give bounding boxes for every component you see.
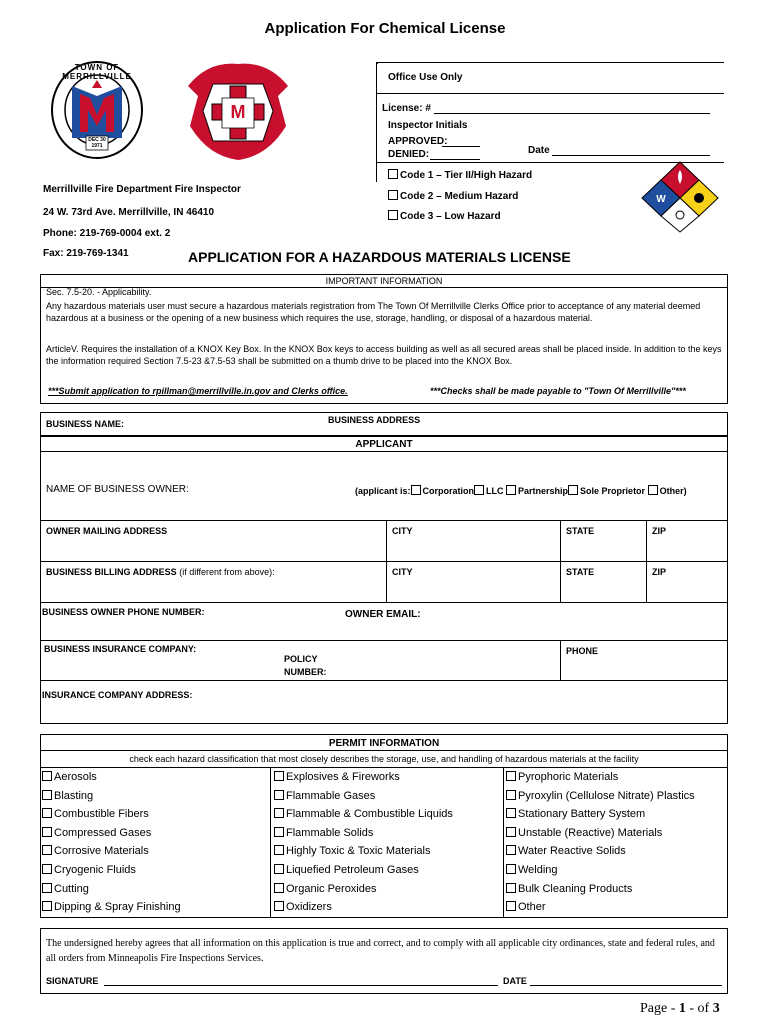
- check-instructions: ***Checks shall be made payable to "Town Of Merrillville"***: [430, 386, 686, 396]
- inspector-address: 24 W. 73rd Ave. Merrillville, IN 46410: [43, 207, 215, 218]
- owner-email-label: OWNER EMAIL:: [345, 609, 421, 620]
- main-heading: APPLICATION FOR A HAZARDOUS MATERIALS LICENSE: [188, 249, 571, 265]
- applicant-type-row: (applicant is: Corporation LLC Partnership Sole Proprietor Other): [355, 486, 687, 496]
- nfpa-diamond-icon: [640, 160, 720, 234]
- permit-item-label: Welding: [518, 864, 558, 876]
- code-1-checkbox[interactable]: [388, 169, 398, 179]
- permit-item[interactable]: [506, 806, 645, 822]
- permit-item-label: Aerosols: [54, 771, 97, 783]
- permit-item[interactable]: [506, 769, 618, 785]
- office-use-heading: Office Use Only: [388, 72, 463, 83]
- permit-item[interactable]: [274, 881, 377, 897]
- permit-checkbox[interactable]: [42, 808, 52, 818]
- permit-checkbox[interactable]: [274, 845, 284, 855]
- permit-item[interactable]: [42, 881, 89, 897]
- permit-item[interactable]: [506, 862, 558, 878]
- permit-item[interactable]: [42, 769, 97, 785]
- owner-name-label: NAME OF BUSINESS OWNER:: [46, 484, 189, 495]
- license-field[interactable]: [434, 113, 710, 114]
- permit-checkbox[interactable]: [274, 771, 284, 781]
- license-label: License: #: [382, 103, 431, 114]
- permit-item-label: Blasting: [54, 789, 94, 802]
- approved-field[interactable]: [442, 146, 480, 147]
- permit-item-label: Combustible Fibers: [54, 808, 149, 821]
- permit-item[interactable]: [506, 881, 632, 897]
- seal-text: TOWN OF MERRILLVILLE: [62, 63, 132, 81]
- insurance-phone-label: PHONE: [566, 646, 599, 656]
- fire-department-badge: [178, 56, 298, 164]
- permit-item[interactable]: [42, 843, 149, 859]
- insurance-address-label: INSURANCE COMPANY ADDRESS:: [42, 690, 193, 700]
- permit-item[interactable]: [42, 862, 136, 878]
- permit-checkbox[interactable]: [42, 883, 52, 893]
- approved-label: APPROVED:: [388, 136, 448, 147]
- code-3-checkbox[interactable]: [388, 210, 398, 220]
- permit-item-label: Pyrophoric Materials: [518, 771, 619, 783]
- permit-checkbox[interactable]: [274, 790, 284, 800]
- billing-zip-label: ZIP: [652, 567, 667, 577]
- permit-item-label: Highly Toxic & Toxic Materials: [286, 845, 431, 858]
- owner-phone-label: BUSINESS OWNER PHONE NUMBER:: [42, 607, 205, 617]
- permit-checkbox[interactable]: [42, 827, 52, 837]
- permit-item-label: Flammable Solids: [286, 826, 374, 839]
- permit-instruction: check each hazard classification that most closely describes the storage, use, and handling of hazardous materials at the facility: [129, 754, 639, 764]
- permit-item[interactable]: [506, 788, 695, 804]
- partnership-checkbox[interactable]: [506, 485, 516, 495]
- date-label-office: Date: [528, 145, 550, 156]
- inspector-phone: Phone: 219-769-0004 ext. 2: [43, 228, 171, 239]
- permit-checkbox[interactable]: [274, 827, 284, 837]
- permit-item-label: Other: [518, 901, 546, 914]
- business-address-label: BUSINESS ADDRESS: [328, 415, 421, 425]
- permit-item-label: Liquefied Petroleum Gases: [286, 864, 419, 876]
- permit-checkbox[interactable]: [506, 771, 516, 781]
- permit-item[interactable]: [42, 806, 149, 822]
- permit-checkbox[interactable]: [274, 808, 284, 818]
- denied-field[interactable]: [430, 159, 480, 160]
- permit-checkbox[interactable]: [274, 901, 284, 911]
- permit-item[interactable]: [274, 825, 373, 841]
- owner-state-label: STATE: [566, 526, 595, 536]
- permit-item-label: Explosives & Fireworks: [286, 771, 400, 783]
- permit-checkbox[interactable]: [42, 771, 52, 781]
- billing-state-label: STATE: [566, 567, 595, 577]
- permit-checkbox[interactable]: [506, 883, 516, 893]
- permit-item-label: Water Reactive Solids: [518, 845, 626, 858]
- permit-item[interactable]: [274, 806, 453, 822]
- submit-instructions: ***Submit application to rpillman@merrillville.in.gov and Clerks office.: [48, 386, 348, 396]
- permit-item[interactable]: [274, 899, 332, 915]
- svg-text:M: M: [230, 102, 246, 122]
- permit-item[interactable]: [506, 899, 546, 915]
- permit-checkbox[interactable]: [506, 864, 516, 874]
- business-name-label: BUSINESS NAME:: [46, 419, 125, 429]
- important-paragraph-2: ArticleV. Requires the installation of a KNOX Key Box. In the KNOX Box keys to access building as well as all secured areas shall be placed inside. In addition to the keys the information required Section 7.5-23 &7.5-53 shall be submitted on a thumb drive to be placed into the KNOX Box.: [46, 344, 722, 366]
- important-paragraph-1: Any hazardous materials user must secure a hazardous materials registration from The Town Of Merrillville Clerks Office prior to acceptance of any material deemed hazardous at a business or the opening of a new business which requires the use, storage, handling, or disposal of a hazardous material.: [46, 301, 701, 323]
- agreement-text: The undersigned hereby agrees that all information on this application is true and correct, and to comply with all applicable city ordinances, state and federal rules, and all orders from Minneapolis Fire Inspections Services.: [46, 938, 715, 964]
- page-title: Application For Chemical License: [264, 20, 506, 37]
- permit-item[interactable]: [506, 843, 626, 859]
- permit-item-label: Bulk Cleaning Products: [518, 882, 633, 895]
- permit-item-label: Cryogenic Fluids: [54, 864, 136, 876]
- permit-checkbox[interactable]: [42, 901, 52, 911]
- code-2-checkbox[interactable]: [388, 190, 398, 200]
- permit-item-label: Corrosive Materials: [54, 845, 149, 858]
- permit-checkbox[interactable]: [506, 827, 516, 837]
- permit-checkbox[interactable]: [506, 808, 516, 818]
- insurance-company-label: BUSINESS INSURANCE COMPANY:: [44, 644, 197, 654]
- permit-checkbox[interactable]: [274, 883, 284, 893]
- permit-item[interactable]: [274, 843, 430, 859]
- billing-address-label: BUSINESS BILLING ADDRESS (if different from above):: [46, 567, 275, 577]
- permit-checkbox[interactable]: [506, 901, 516, 911]
- svg-text:W: W: [656, 194, 666, 205]
- permit-item-label: Stationary Battery System: [518, 808, 646, 821]
- owner-zip-label: ZIP: [652, 526, 667, 536]
- section-reference: Sec. 7.5-20. - Applicability.: [46, 287, 152, 297]
- permit-checkbox[interactable]: [506, 845, 516, 855]
- corporation-checkbox[interactable]: [411, 485, 421, 495]
- signature-label: SIGNATURE: [46, 976, 99, 986]
- inspector-fax: Fax: 219-769-1341: [43, 248, 129, 259]
- other-checkbox[interactable]: [648, 485, 658, 495]
- permit-checkbox[interactable]: [506, 790, 516, 800]
- code-3-option[interactable]: Code 3 – Low Hazard: [388, 210, 501, 222]
- code-2-option[interactable]: Code 2 – Medium Hazard: [388, 190, 518, 202]
- permit-item-label: Cutting: [54, 882, 89, 895]
- permit-item-label: Pyroxylin (Cellulose Nitrate) Plastics: [518, 789, 695, 802]
- permit-item-label: Unstable (Reactive) Materials: [518, 826, 663, 839]
- code-1-option[interactable]: Code 1 – Tier II/High Hazard: [388, 169, 532, 181]
- inspector-initials-label: Inspector Initials: [388, 120, 468, 131]
- denied-label: DENIED:: [388, 149, 430, 160]
- permit-item-label: Flammable Gases: [286, 789, 376, 802]
- page-number: Page - 1 - of 3: [640, 1001, 720, 1016]
- permit-item-label: Organic Peroxides: [286, 882, 377, 895]
- signature-field[interactable]: [104, 985, 498, 986]
- permit-item[interactable]: [274, 788, 375, 804]
- permit-item[interactable]: [274, 862, 419, 878]
- permit-heading: PERMIT INFORMATION: [328, 738, 440, 749]
- permit-checkbox[interactable]: [42, 864, 52, 874]
- permit-item-label: Dipping & Spray Finishing: [54, 901, 181, 914]
- permit-checkbox[interactable]: [42, 845, 52, 855]
- town-seal: [50, 60, 144, 160]
- permit-item[interactable]: [42, 788, 93, 804]
- billing-city-label: CITY: [392, 567, 413, 577]
- permit-item-label: Compressed Gases: [54, 826, 152, 839]
- permit-checkbox[interactable]: [42, 790, 52, 800]
- permit-item[interactable]: [42, 899, 181, 915]
- inspector-name: Merrillville Fire Department Fire Inspector: [43, 184, 241, 195]
- owner-city-label: CITY: [392, 526, 413, 536]
- owner-mailing-label: OWNER MAILING ADDRESS: [46, 526, 168, 536]
- permit-item-label: Oxidizers: [286, 901, 332, 914]
- important-heading: IMPORTANT INFORMATION: [325, 276, 443, 286]
- permit-item[interactable]: [506, 825, 662, 841]
- permit-item[interactable]: [42, 825, 151, 841]
- signature-date-field[interactable]: [530, 985, 722, 986]
- applicant-heading: APPLICANT: [355, 439, 413, 450]
- signature-date-label: DATE: [503, 976, 527, 986]
- permit-item-label: Flammable & Combustible Liquids: [286, 808, 453, 821]
- office-date-field[interactable]: [552, 155, 710, 156]
- sole-proprietor-checkbox[interactable]: [568, 485, 578, 495]
- llc-checkbox[interactable]: [474, 485, 484, 495]
- permit-checkbox[interactable]: [274, 864, 284, 874]
- policy-number-label: POLICY NUMBER:: [284, 654, 327, 677]
- permit-item[interactable]: [274, 769, 400, 785]
- seal-date: DEC 30 1971: [88, 137, 106, 149]
